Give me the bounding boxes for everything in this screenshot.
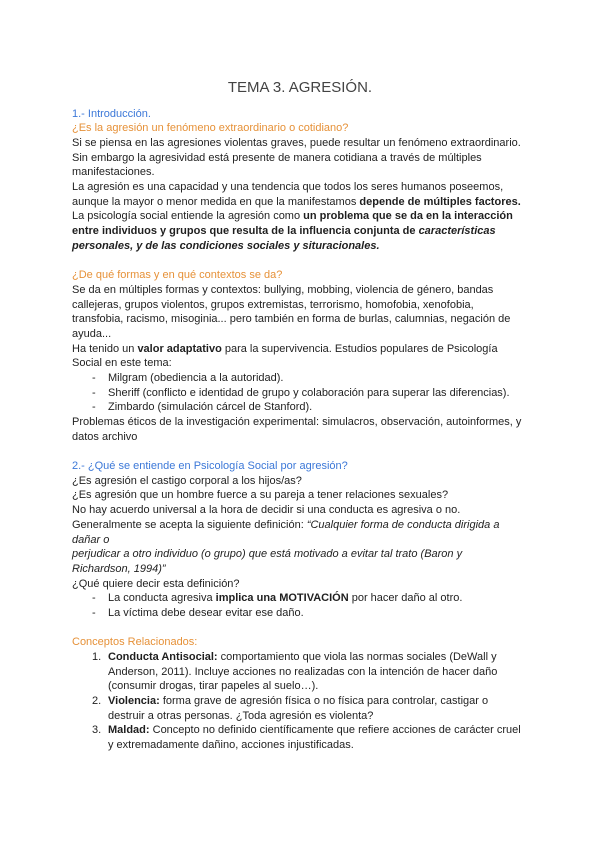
paragraph-line: Social en este tema: <box>72 357 172 370</box>
section-definicion-agresion <box>72 459 552 621</box>
text-run: La psicología social entiende la agresión como <box>72 210 304 223</box>
section-heading: Conceptos Relacionados: <box>72 636 198 649</box>
bold-text-run: depende de múltiples factores. <box>359 195 521 208</box>
paragraph-line <box>72 342 552 357</box>
bold-text-run: implica una MOTIVACIÓN <box>215 592 349 605</box>
paragraph-line: Sin embargo la agresividad está presente de manera cotidiana a través de múltiples <box>72 151 482 164</box>
text-run: para la supervivencia. Estudios populares de Psicología <box>221 342 498 355</box>
concept-term: Conducta Antisocial: <box>108 651 218 664</box>
dash-bullet: - <box>92 371 96 384</box>
concept-description: forma grave de agresión física o no física para controlar, castigar o <box>159 695 489 708</box>
section-formas-contextos <box>72 268 552 444</box>
numbered-item-continuation: Anderson, 2011). Incluye acciones no realizadas con la intención de hacer daño <box>108 665 498 678</box>
paragraph-line: Se da en múltiples formas y contextos: bullying, mobbing, violencia de género, bandas <box>72 283 494 296</box>
concept-term: Violencia: <box>108 695 160 708</box>
bold-italic-text-run: características <box>418 225 496 238</box>
numbered-item <box>72 694 552 709</box>
paragraph-line: Si se piensa en las agresiones violentas graves, puede resultar un fenómeno extraordinario. <box>72 136 521 149</box>
concept-term: Maldad: <box>108 724 150 737</box>
paragraph-line: No hay acuerdo universal a la hora de decidir si una conducta es agresiva o no. <box>72 504 461 517</box>
numbered-item-continuation: (consumir drogas, tirar papeles al suelo…). <box>108 680 319 693</box>
dash-bullet: - <box>92 386 96 399</box>
concept-description: comportamiento que viola las normas sociales (DeWall y <box>217 651 497 664</box>
italic-text-run: dañar o <box>72 533 110 546</box>
list-item-text: La víctima debe desear evitar ese daño. <box>108 606 304 619</box>
text-run: Generalmente se acepta la siguiente definición: <box>72 518 307 531</box>
paragraph-line: ¿Es agresión que un hombre fuerce a su pareja a tener relaciones sexuales? <box>72 489 449 502</box>
paragraph-line: La agresión es una capacidad y una tendencia que todos los seres humanos poseemos, <box>72 181 504 194</box>
list-item <box>72 606 552 621</box>
paragraph-line: ¿Es agresión el castigo corporal a los hijos/as? <box>72 474 302 487</box>
list-item-text: Zimbardo (simulación cárcel de Stanford). <box>108 401 313 414</box>
list-item <box>72 591 552 606</box>
paragraph-line <box>72 547 552 562</box>
bold-text-run: un problema que se da en la interacción <box>303 210 513 223</box>
paragraph-line: Problemas éticos de la investigación experimental: simulacros, observación, autoinformes, y <box>72 416 522 429</box>
item-number: 1. <box>92 651 102 664</box>
dash-bullet: - <box>92 592 96 605</box>
item-number: 2. <box>92 695 102 708</box>
subsection-question: ¿De qué formas y en qué contextos se da? <box>72 269 283 282</box>
paragraph-line: manifestaciones. <box>72 166 155 179</box>
numbered-item <box>72 723 552 738</box>
paragraph-line <box>72 224 552 239</box>
paragraph-line <box>72 195 552 210</box>
paragraph-line: callejeras, grupos violentos, grupos extremistas, terrorismo, homofobia, xenofobia, <box>72 298 474 311</box>
italic-text-run: perjudicar a otro individuo (o grupo) que está motivado a evitar tal trato (Baron y <box>72 548 463 561</box>
numbered-item-continuation: y extremadamente dañino, acciones injustificadas. <box>108 739 354 752</box>
list-item-text: Sheriff (conflicto e identidad de grupo y colaboración para superar las diferencias). <box>108 386 510 399</box>
italic-text-run: Richardson, 1994)” <box>72 562 166 575</box>
subsection-question: ¿Es la agresión un fenómeno extraordinario o cotidiano? <box>72 122 349 135</box>
dash-bullet: - <box>92 606 96 619</box>
document-body <box>72 107 552 753</box>
text-run: por hacer daño al otro. <box>348 592 463 605</box>
list-item <box>72 371 552 386</box>
text-run: La conducta agresiva <box>108 592 216 605</box>
italic-text-run: “Cualquier forma de conducta dirigida a <box>306 518 500 531</box>
numbered-item-continuation: destruir a otras personas. ¿Toda agresión es violenta? <box>108 709 374 722</box>
item-number: 3. <box>92 724 102 737</box>
section-heading: 1.- Introducción. <box>72 107 151 120</box>
list-item-text: Milgram (obediencia a la autoridad). <box>108 371 284 384</box>
numbered-item <box>72 650 552 665</box>
text-run: Ha tenido un <box>72 342 138 355</box>
bold-text-run: valor adaptativo <box>137 342 222 355</box>
text-run: aunque la mayor o menor medida en que la manifestamos <box>72 195 360 208</box>
list-item <box>72 386 552 401</box>
section-introduccion <box>72 107 552 254</box>
paragraph-line: datos archivo <box>72 430 138 443</box>
paragraph-line: transfobia, racismo, misoginia... pero también en forma de burlas, calumnias, negación de <box>72 313 511 326</box>
paragraph-line <box>72 209 552 224</box>
paragraph-line: ayuda... <box>72 327 112 340</box>
paragraph-line <box>72 533 552 548</box>
paragraph-line <box>72 239 552 254</box>
section-conceptos-relacionados <box>72 635 552 753</box>
paragraph-line <box>72 562 552 577</box>
concept-description: Concepto no definido científicamente que refiere acciones de carácter cruel <box>149 724 521 737</box>
list-item <box>72 400 552 415</box>
section-heading: 2.- ¿Qué se entiende en Psicología Social por agresión? <box>72 460 348 473</box>
bold-text-run: entre individuos y grupos que resulta de la influencia conjunta de <box>72 225 419 238</box>
bold-italic-text-run: personales, y de las condiciones sociales y situracionales. <box>72 239 380 252</box>
paragraph-line <box>72 518 552 533</box>
paragraph-line: ¿Qué quiere decir esta definición? <box>72 577 240 590</box>
dash-bullet: - <box>92 401 96 414</box>
document-title: TEMA 3. AGRESIÓN. <box>227 79 373 96</box>
